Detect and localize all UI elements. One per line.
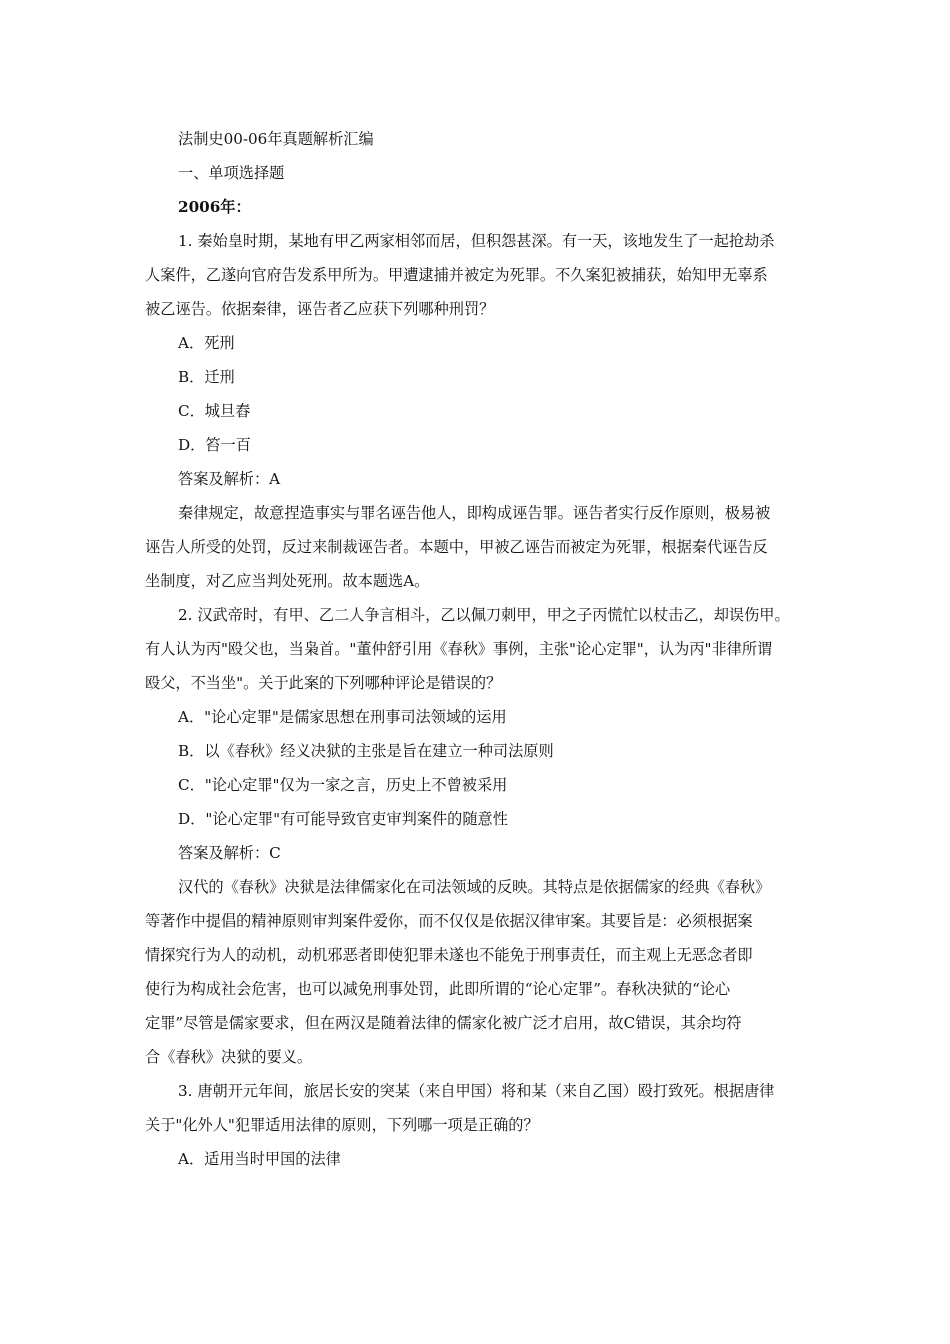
explanation-line: 秦律规定，故意捏造事实与罪名诬告他人，即构成诬告罪。诬告者实行反作原则，极易被 <box>178 504 771 522</box>
option-c: C．城旦舂 <box>178 402 251 420</box>
explanation-line: 定罪”尽管是儒家要求，但在两汉是随着法律的儒家化被广泛才启用，故C错误，其余均符 <box>145 1014 742 1032</box>
option-a: A．死刑 <box>178 334 235 352</box>
option-a: A．适用当时甲国的法律 <box>178 1150 341 1168</box>
year-heading: 2006年： <box>178 198 251 216</box>
section-heading: 一、单项选择题 <box>178 164 285 182</box>
question-3 <box>145 1074 810 1176</box>
question-stem-line: 被乙诬告。依据秦律，诬告者乙应获下列哪种刑罚？ <box>145 300 495 318</box>
explanation-line: 坐制度，对乙应当判处死刑。故本题选A。 <box>145 572 430 590</box>
explanation-line: 情探究行为人的动机，动机邪恶者即使犯罪未遂也不能免于刑事责任，而主观上无恶念者即 <box>145 946 753 964</box>
answer-label: 答案及解析：A <box>178 470 281 488</box>
explanation-line: 汉代的《春秋》决狱是法律儒家化在司法领域的反映。其特点是依据儒家的经典《春秋》 <box>178 878 771 896</box>
option-c: C．"论心定罪"仅为一家之言，历史上不曾被采用 <box>178 776 508 794</box>
option-d: D．"论心定罪"有可能导致官吏审判案件的随意性 <box>178 810 508 828</box>
document-body <box>145 122 810 1176</box>
question-1 <box>145 224 810 598</box>
explanation-line: 使行为构成社会危害，也可以减免刑事处罚，此即所谓的“论心定罪”。春秋决狱的“论心 <box>145 980 731 998</box>
question-stem-line: 3. 唐朝开元年间，旅居长安的突某（来自甲国）将和某（来自乙国）殴打致死。根据唐律 <box>178 1082 775 1100</box>
question-stem-line: 2. 汉武帝时，有甲、乙二人争言相斗，乙以佩刀刺甲，甲之子丙慌忙以杖击乙，却误伤甲。 <box>178 606 790 624</box>
answer-label: 答案及解析：C <box>178 844 281 862</box>
explanation-line: 合《春秋》决狱的要义。 <box>145 1048 313 1066</box>
question-2 <box>145 598 810 1074</box>
explanation-line: 诬告人所受的处罚，反过来制裁诬告者。本题中，甲被乙诬告而被定为死罪，根据秦代诬告反 <box>145 538 768 556</box>
option-d: D．笞一百 <box>178 436 251 454</box>
question-stem-line: 1. 秦始皇时期，某地有甲乙两家相邻而居，但积怨甚深。有一天，该地发生了一起抢劫杀 <box>178 232 775 250</box>
question-stem-line: 殴父，不当坐"。关于此案的下列哪种评论是错误的？ <box>145 674 502 692</box>
question-stem-line: 关于"化外人"犯罪适用法律的原则，下列哪一项是正确的？ <box>145 1116 539 1134</box>
question-stem-line: 有人认为丙"殴父也，当枭首。"董仲舒引用《春秋》事例，主张"论心定罪"，认为丙"非律所谓 <box>145 640 773 658</box>
document-title: 法制史00-06年真题解析汇编 <box>178 130 374 148</box>
explanation-line: 等著作中提倡的精神原则审判案件爱你，而不仅仅是依据汉律审案。其要旨是：必须根据案 <box>145 912 753 930</box>
question-stem-line: 人案件，乙遂向官府告发系甲所为。甲遭逮捕并被定为死罪。不久案犯被捕获，始知甲无辜系 <box>145 266 768 284</box>
option-b: B．迁刑 <box>178 368 235 386</box>
option-a: A．"论心定罪"是儒家思想在刑事司法领域的运用 <box>178 708 507 726</box>
option-b: B．以《春秋》经义决狱的主张是旨在建立一种司法原则 <box>178 742 554 760</box>
